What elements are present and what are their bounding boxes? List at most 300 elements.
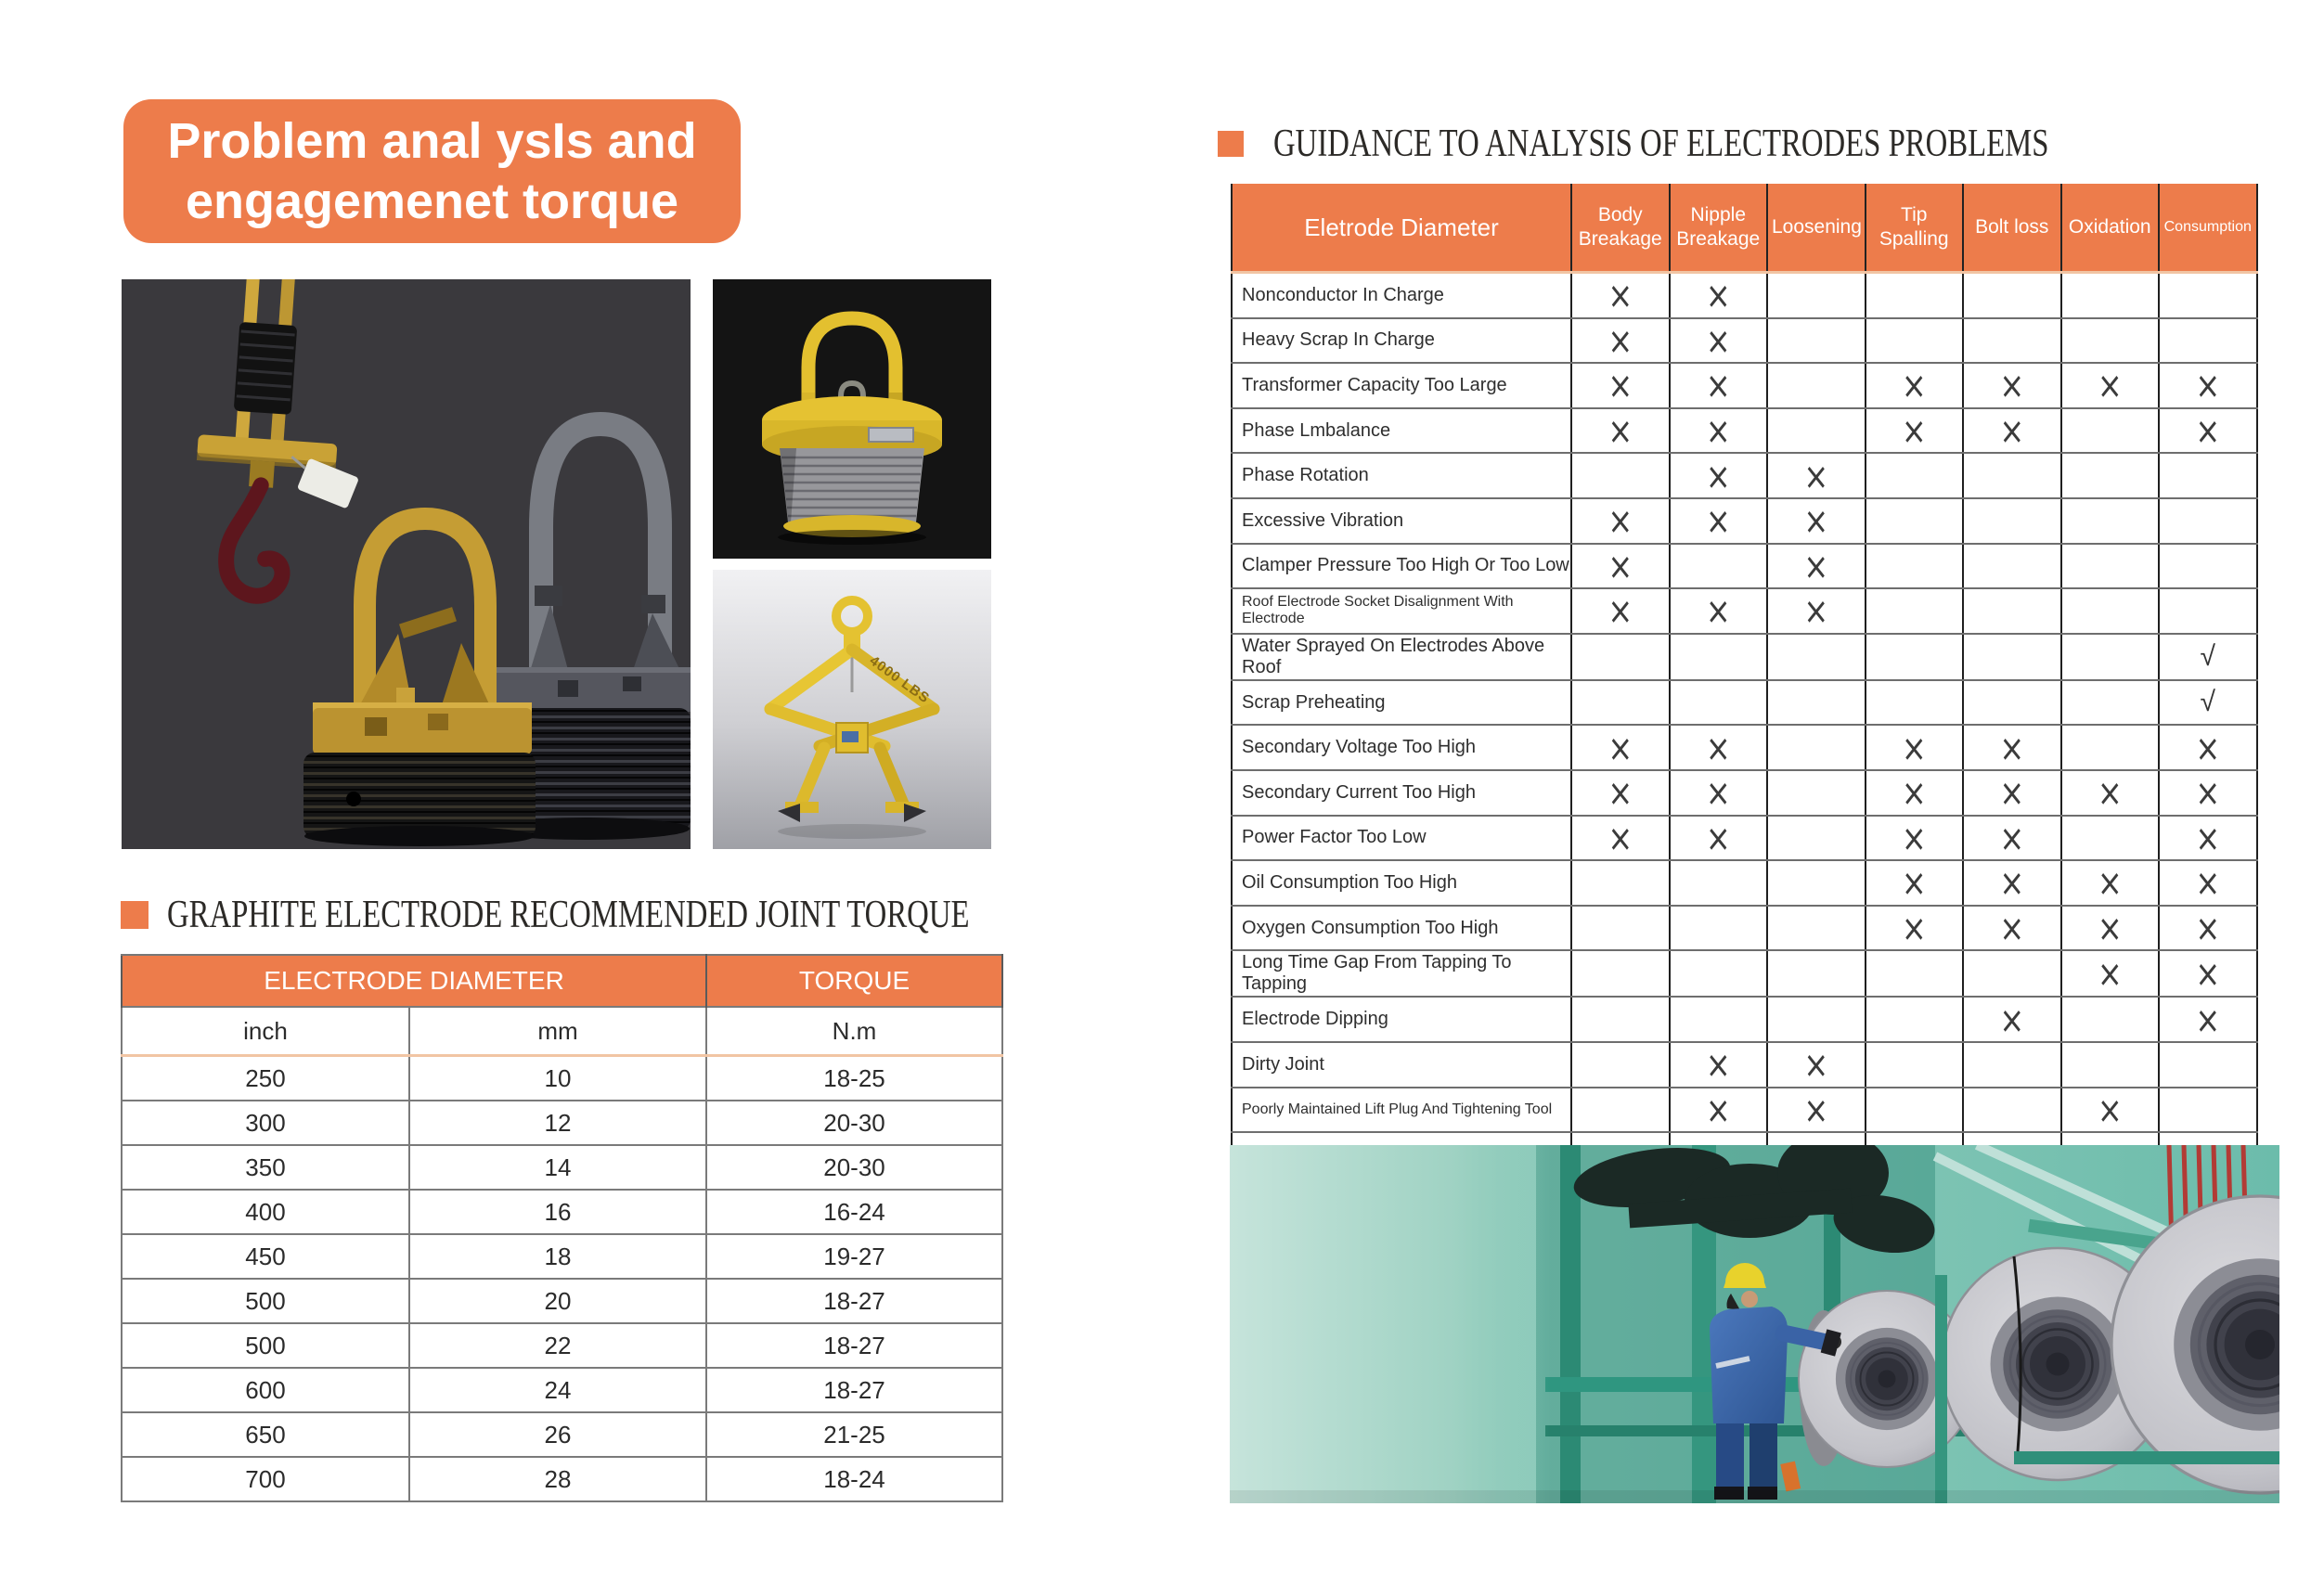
torque-cell: 28 bbox=[409, 1457, 706, 1501]
x-mark-icon: × bbox=[1607, 588, 1633, 634]
table-row bbox=[1232, 816, 2257, 861]
x-mark-icon: × bbox=[1607, 273, 1633, 318]
mark-cell bbox=[1767, 770, 1866, 816]
subheader-nm: N.m bbox=[706, 1007, 1002, 1056]
table-row bbox=[1232, 1088, 2257, 1133]
problem-label: Roof Electrode Socket Disalignment With Electrode bbox=[1232, 588, 1571, 634]
mark-cell bbox=[1767, 273, 1866, 318]
section-heading-guidance bbox=[1218, 122, 2267, 166]
x-mark-icon: × bbox=[2195, 725, 2221, 770]
table-row bbox=[122, 1234, 1002, 1279]
mark-cell bbox=[1571, 588, 1670, 634]
mark-cell bbox=[1571, 318, 1670, 364]
mark-cell bbox=[2061, 1088, 2160, 1133]
x-mark-icon: × bbox=[1901, 860, 1927, 906]
table-row bbox=[122, 1279, 1002, 1323]
mark-cell bbox=[2159, 273, 2257, 318]
grab-clamp-illustration bbox=[713, 570, 991, 849]
x-mark-icon: × bbox=[1705, 318, 1731, 363]
mark-cell bbox=[2159, 997, 2257, 1042]
torque-cell: 22 bbox=[409, 1323, 706, 1368]
torque-table bbox=[121, 954, 1003, 1502]
problem-label: Electrode Dipping bbox=[1232, 997, 1571, 1042]
x-mark-icon: × bbox=[1705, 770, 1731, 815]
mark-cell bbox=[2061, 770, 2160, 816]
mark-cell bbox=[1670, 680, 1768, 726]
mark-cell bbox=[2159, 408, 2257, 454]
mark-cell bbox=[1767, 363, 1866, 408]
table-row bbox=[1232, 588, 2257, 634]
x-mark-icon: × bbox=[1999, 906, 2025, 950]
mark-cell bbox=[2159, 544, 2257, 589]
mark-cell bbox=[1866, 997, 1964, 1042]
factory-photo bbox=[1230, 1145, 2279, 1503]
mark-cell bbox=[1866, 1088, 1964, 1133]
problem-label: Phase Lmbalance bbox=[1232, 408, 1571, 454]
mark-cell bbox=[1670, 453, 1768, 498]
torque-cell: 700 bbox=[122, 1457, 409, 1501]
x-mark-icon: × bbox=[2097, 1088, 2123, 1132]
mark-cell bbox=[1767, 906, 1866, 951]
torque-cell: 20-30 bbox=[706, 1145, 1002, 1190]
table-row bbox=[1232, 1042, 2257, 1088]
subheader-mm: mm bbox=[409, 1007, 706, 1056]
col-header-body-breakage: Body Breakage bbox=[1571, 184, 1670, 273]
table-row bbox=[1232, 453, 2257, 498]
mark-cell bbox=[1767, 318, 1866, 364]
mark-cell bbox=[2061, 634, 2160, 680]
mark-cell bbox=[1963, 273, 2061, 318]
x-mark-icon: × bbox=[2195, 906, 2221, 950]
mark-cell bbox=[1571, 770, 1670, 816]
mark-cell bbox=[1866, 544, 1964, 589]
torque-cell: 18-27 bbox=[706, 1279, 1002, 1323]
torque-cell: 12 bbox=[409, 1101, 706, 1145]
mark-cell bbox=[1571, 906, 1670, 951]
x-mark-icon: × bbox=[1803, 1042, 1829, 1087]
x-mark-icon: × bbox=[2097, 906, 2123, 950]
x-mark-icon: × bbox=[1607, 770, 1633, 815]
x-mark-icon: × bbox=[1705, 273, 1731, 318]
x-mark-icon: × bbox=[2097, 860, 2123, 906]
subheader-inch: inch bbox=[122, 1007, 409, 1056]
mark-cell bbox=[1866, 588, 1964, 634]
section-heading-torque bbox=[121, 893, 1195, 937]
mark-cell bbox=[2159, 725, 2257, 770]
table-row bbox=[1232, 770, 2257, 816]
x-mark-icon: × bbox=[1803, 498, 1829, 544]
torque-cell: 500 bbox=[122, 1323, 409, 1368]
table-row bbox=[122, 1412, 1002, 1457]
problem-label: Scrap Preheating bbox=[1232, 680, 1571, 726]
mark-cell bbox=[2061, 680, 2160, 726]
mark-cell bbox=[1866, 634, 1964, 680]
torque-cell: 300 bbox=[122, 1101, 409, 1145]
torque-cell: 20-30 bbox=[706, 1101, 1002, 1145]
col-header-nipple-breakage: Nipple Breakage bbox=[1670, 184, 1768, 273]
problem-label: Heavy Scrap In Charge bbox=[1232, 318, 1571, 364]
x-mark-icon: × bbox=[1999, 725, 2025, 770]
mark-cell bbox=[1963, 588, 2061, 634]
mark-cell bbox=[1963, 997, 2061, 1042]
table-row bbox=[1232, 498, 2257, 544]
mark-cell bbox=[1963, 498, 2061, 544]
mark-cell bbox=[1963, 318, 2061, 364]
mark-cell bbox=[2159, 770, 2257, 816]
torque-header-diameter: ELECTRODE DIAMETER bbox=[122, 955, 706, 1007]
mark-cell bbox=[1963, 950, 2061, 997]
x-mark-icon: × bbox=[1803, 1088, 1829, 1132]
torque-cell: 18 bbox=[409, 1234, 706, 1279]
mark-cell bbox=[1963, 816, 2061, 861]
x-mark-icon: × bbox=[2097, 770, 2123, 815]
torque-cell: 16-24 bbox=[706, 1190, 1002, 1234]
mark-cell bbox=[2159, 860, 2257, 906]
torque-cell: 19-27 bbox=[706, 1234, 1002, 1279]
x-mark-icon: × bbox=[1607, 408, 1633, 453]
mark-cell bbox=[2061, 1042, 2160, 1088]
torque-table-subheader-row bbox=[122, 1007, 1002, 1056]
mark-cell bbox=[1866, 906, 1964, 951]
mark-cell bbox=[1571, 997, 1670, 1042]
table-row bbox=[122, 1101, 1002, 1145]
problem-label: Water Sprayed On Electrodes Above Roof bbox=[1232, 634, 1571, 680]
x-mark-icon: × bbox=[1901, 725, 1927, 770]
x-mark-icon: × bbox=[1607, 318, 1633, 363]
torque-cell: 250 bbox=[122, 1056, 409, 1101]
mark-cell bbox=[1866, 453, 1964, 498]
mark-cell bbox=[1963, 363, 2061, 408]
product-photo-grab-clamp bbox=[713, 570, 991, 849]
torque-cell: 16 bbox=[409, 1190, 706, 1234]
mark-cell bbox=[1767, 816, 1866, 861]
table-row bbox=[1232, 860, 2257, 906]
torque-cell: 18-27 bbox=[706, 1368, 1002, 1412]
mark-cell bbox=[2159, 588, 2257, 634]
mark-cell bbox=[1670, 273, 1768, 318]
mark-cell bbox=[1866, 408, 1964, 454]
mark-cell bbox=[1670, 498, 1768, 544]
mark-cell bbox=[1670, 1088, 1768, 1133]
mark-cell bbox=[1571, 1042, 1670, 1088]
col-header-consumption: Consumption bbox=[2159, 184, 2257, 273]
x-mark-icon: × bbox=[1705, 1088, 1731, 1132]
problem-label: Nonconductor In Charge bbox=[1232, 273, 1571, 318]
mark-cell bbox=[1963, 860, 2061, 906]
table-row bbox=[122, 1190, 1002, 1234]
torque-cell: 26 bbox=[409, 1412, 706, 1457]
torque-header-torque: TORQUE bbox=[706, 955, 1002, 1007]
mark-cell bbox=[1866, 816, 1964, 861]
x-mark-icon: × bbox=[1705, 1042, 1731, 1087]
mark-cell bbox=[1963, 725, 2061, 770]
torque-cell: 18-25 bbox=[706, 1056, 1002, 1101]
mark-cell bbox=[1670, 363, 1768, 408]
torque-cell: 400 bbox=[122, 1190, 409, 1234]
problem-label: Long Time Gap From Tapping To Tapping bbox=[1232, 950, 1571, 997]
mark-cell bbox=[1767, 588, 1866, 634]
problem-label: Secondary Current Too High bbox=[1232, 770, 1571, 816]
mark-cell bbox=[2159, 363, 2257, 408]
mark-cell bbox=[2159, 634, 2257, 680]
mark-cell bbox=[1571, 408, 1670, 454]
mark-cell bbox=[2061, 588, 2160, 634]
check-mark-icon: √ bbox=[2200, 640, 2215, 672]
mark-cell bbox=[1866, 498, 1964, 544]
mark-cell bbox=[1767, 498, 1866, 544]
torque-cell: 18-24 bbox=[706, 1457, 1002, 1501]
mark-cell bbox=[2061, 408, 2160, 454]
x-mark-icon: × bbox=[1705, 408, 1731, 453]
table-row bbox=[1232, 408, 2257, 454]
mark-cell bbox=[1963, 1088, 2061, 1133]
mark-cell bbox=[1767, 544, 1866, 589]
mark-cell bbox=[1866, 950, 1964, 997]
col-header-oxidation: Oxidation bbox=[2061, 184, 2160, 273]
problem-label: Secondary Voltage Too High bbox=[1232, 725, 1571, 770]
mark-cell bbox=[1866, 1042, 1964, 1088]
mark-cell bbox=[2061, 498, 2160, 544]
torque-cell: 350 bbox=[122, 1145, 409, 1190]
x-mark-icon: × bbox=[1705, 725, 1731, 770]
mark-cell bbox=[1866, 860, 1964, 906]
electrode-lifter-illustration bbox=[713, 279, 991, 559]
mark-cell bbox=[1767, 725, 1866, 770]
mark-cell bbox=[2061, 273, 2160, 318]
table-row bbox=[122, 1056, 1002, 1101]
mark-cell bbox=[1571, 1088, 1670, 1133]
page-title bbox=[123, 99, 741, 243]
mark-cell bbox=[1571, 273, 1670, 318]
col-header-tip-spalling: Tip Spalling bbox=[1866, 184, 1964, 273]
problem-label: Oil Consumption Too High bbox=[1232, 860, 1571, 906]
x-mark-icon: × bbox=[1901, 363, 1927, 408]
x-mark-icon: × bbox=[1901, 408, 1927, 453]
orange-bullet-icon bbox=[1218, 131, 1244, 157]
product-photo-lifting-plugs bbox=[122, 279, 691, 849]
orange-bullet-icon bbox=[121, 901, 148, 929]
torque-cell: 500 bbox=[122, 1279, 409, 1323]
mark-cell bbox=[2061, 906, 2160, 951]
torque-cell: 24 bbox=[409, 1368, 706, 1412]
table-row bbox=[1232, 318, 2257, 364]
table-row bbox=[1232, 680, 2257, 726]
mark-cell bbox=[1767, 408, 1866, 454]
x-mark-icon: × bbox=[2195, 816, 2221, 860]
mark-cell bbox=[1866, 273, 1964, 318]
mark-cell bbox=[1963, 680, 2061, 726]
table-row bbox=[122, 1457, 1002, 1501]
x-mark-icon: × bbox=[2195, 770, 2221, 815]
section-heading-torque-label: GRAPHITE ELECTRODE RECOMMENDED JOINT TORQUE bbox=[167, 894, 970, 936]
torque-cell: 10 bbox=[409, 1056, 706, 1101]
x-mark-icon: × bbox=[2195, 860, 2221, 906]
mark-cell bbox=[1670, 997, 1768, 1042]
x-mark-icon: × bbox=[1999, 816, 2025, 860]
x-mark-icon: × bbox=[2195, 408, 2221, 453]
mark-cell bbox=[2159, 318, 2257, 364]
mark-cell bbox=[1963, 770, 2061, 816]
mark-cell bbox=[1571, 453, 1670, 498]
mark-cell bbox=[1963, 906, 2061, 951]
x-mark-icon: × bbox=[1803, 588, 1829, 634]
mark-cell bbox=[1767, 997, 1866, 1042]
table-row bbox=[1232, 725, 2257, 770]
x-mark-icon: × bbox=[1705, 588, 1731, 634]
x-mark-icon: × bbox=[2195, 997, 2221, 1042]
mark-cell bbox=[1670, 950, 1768, 997]
mark-cell bbox=[1571, 680, 1670, 726]
x-mark-icon: × bbox=[2195, 951, 2221, 997]
x-mark-icon: × bbox=[2195, 363, 2221, 408]
problem-label: Transformer Capacity Too Large bbox=[1232, 363, 1571, 408]
mark-cell bbox=[1670, 318, 1768, 364]
mark-cell bbox=[1571, 725, 1670, 770]
table-row bbox=[1232, 997, 2257, 1042]
mark-cell bbox=[1963, 453, 2061, 498]
mark-cell bbox=[2061, 816, 2160, 861]
mark-cell bbox=[2159, 1042, 2257, 1088]
mark-cell bbox=[1767, 680, 1866, 726]
col-header-bolt-loss: Bolt loss bbox=[1963, 184, 2061, 273]
mark-cell bbox=[2061, 860, 2160, 906]
mark-cell bbox=[1571, 544, 1670, 589]
x-mark-icon: × bbox=[1999, 363, 2025, 408]
mark-cell bbox=[2159, 680, 2257, 726]
mark-cell bbox=[1571, 860, 1670, 906]
mark-cell bbox=[2061, 725, 2160, 770]
mark-cell bbox=[1571, 950, 1670, 997]
mark-cell bbox=[2061, 363, 2160, 408]
mark-cell bbox=[2159, 498, 2257, 544]
mark-cell bbox=[1963, 408, 2061, 454]
torque-cell: 450 bbox=[122, 1234, 409, 1279]
x-mark-icon: × bbox=[1705, 363, 1731, 408]
mark-cell bbox=[1767, 1088, 1866, 1133]
mark-cell bbox=[1866, 680, 1964, 726]
table-row bbox=[122, 1368, 1002, 1412]
electrode-problems-table bbox=[1231, 184, 2258, 1178]
x-mark-icon: × bbox=[1705, 816, 1731, 860]
mark-cell bbox=[1963, 1042, 2061, 1088]
mark-cell bbox=[1670, 588, 1768, 634]
mark-cell bbox=[2159, 906, 2257, 951]
mark-cell bbox=[1866, 725, 1964, 770]
mark-cell bbox=[1670, 1042, 1768, 1088]
mark-cell bbox=[2061, 318, 2160, 364]
grab-clamp-capacity-label: 4000 LBS bbox=[866, 652, 933, 707]
mark-cell bbox=[2159, 816, 2257, 861]
mark-cell bbox=[1571, 634, 1670, 680]
page-title-line2: engagemenet torque bbox=[185, 173, 679, 229]
mark-cell bbox=[1670, 544, 1768, 589]
x-mark-icon: × bbox=[1803, 544, 1829, 588]
factory-photo-illustration bbox=[1230, 1145, 2279, 1503]
problem-label: Oxygen Consumption Too High bbox=[1232, 906, 1571, 951]
mark-cell bbox=[1571, 498, 1670, 544]
check-mark-icon: √ bbox=[2200, 687, 2215, 718]
mark-cell bbox=[1571, 816, 1670, 861]
problem-label: Clamper Pressure Too High Or Too Low bbox=[1232, 544, 1571, 589]
table-row bbox=[1232, 544, 2257, 589]
problems-table-header-row bbox=[1232, 184, 2257, 273]
x-mark-icon: × bbox=[2097, 363, 2123, 408]
product-photo-electrode-lifter bbox=[713, 279, 991, 559]
mark-cell bbox=[1670, 816, 1768, 861]
col-header-loosening: Loosening bbox=[1767, 184, 1866, 273]
mark-cell bbox=[1670, 906, 1768, 951]
torque-table-header-row bbox=[122, 955, 1002, 1007]
mark-cell bbox=[1767, 860, 1866, 906]
col-header-electrode-diameter: Eletrode Diameter bbox=[1232, 184, 1571, 273]
mark-cell bbox=[1767, 453, 1866, 498]
mark-cell bbox=[1670, 770, 1768, 816]
problem-label: Dirty Joint bbox=[1232, 1042, 1571, 1088]
mark-cell bbox=[1767, 950, 1866, 997]
torque-cell: 18-27 bbox=[706, 1323, 1002, 1368]
x-mark-icon: × bbox=[1607, 544, 1633, 588]
x-mark-icon: × bbox=[1901, 770, 1927, 815]
table-row bbox=[1232, 273, 2257, 318]
section-heading-guidance-label: GUIDANCE TO ANALYSIS OF ELECTRODES PROBLEMS bbox=[1273, 122, 2049, 165]
x-mark-icon: × bbox=[1607, 725, 1633, 770]
problem-label: Phase Rotation bbox=[1232, 453, 1571, 498]
torque-cell: 14 bbox=[409, 1145, 706, 1190]
x-mark-icon: × bbox=[1607, 363, 1633, 408]
lifting-plugs-illustration bbox=[122, 279, 691, 849]
x-mark-icon: × bbox=[1705, 498, 1731, 544]
problem-label: Excessive Vibration bbox=[1232, 498, 1571, 544]
mark-cell bbox=[2159, 1088, 2257, 1133]
x-mark-icon: × bbox=[2097, 951, 2123, 997]
mark-cell bbox=[2159, 453, 2257, 498]
table-row bbox=[122, 1323, 1002, 1368]
page-title-line1: Problem anal ysIs and bbox=[167, 112, 697, 169]
table-row bbox=[1232, 906, 2257, 951]
mark-cell bbox=[2061, 950, 2160, 997]
mark-cell bbox=[1571, 363, 1670, 408]
mark-cell bbox=[1866, 318, 1964, 364]
mark-cell bbox=[2061, 544, 2160, 589]
table-row bbox=[1232, 950, 2257, 997]
mark-cell bbox=[1670, 634, 1768, 680]
torque-cell: 20 bbox=[409, 1279, 706, 1323]
table-row bbox=[1232, 363, 2257, 408]
x-mark-icon: × bbox=[1999, 770, 2025, 815]
mark-cell bbox=[1670, 408, 1768, 454]
mark-cell bbox=[1767, 1042, 1866, 1088]
torque-cell: 650 bbox=[122, 1412, 409, 1457]
mark-cell bbox=[2159, 950, 2257, 997]
x-mark-icon: × bbox=[1901, 816, 1927, 860]
mark-cell bbox=[1670, 860, 1768, 906]
mark-cell bbox=[1670, 725, 1768, 770]
mark-cell bbox=[1963, 544, 2061, 589]
torque-cell: 21-25 bbox=[706, 1412, 1002, 1457]
mark-cell bbox=[1963, 634, 2061, 680]
x-mark-icon: × bbox=[1607, 816, 1633, 860]
x-mark-icon: × bbox=[1999, 997, 2025, 1042]
x-mark-icon: × bbox=[1999, 860, 2025, 906]
mark-cell bbox=[2061, 453, 2160, 498]
problem-label: Poorly Maintained Lift Plug And Tightening Tool bbox=[1232, 1088, 1571, 1133]
x-mark-icon: × bbox=[1901, 906, 1927, 950]
mark-cell bbox=[1866, 363, 1964, 408]
x-mark-icon: × bbox=[1705, 453, 1731, 498]
mark-cell bbox=[2061, 997, 2160, 1042]
mark-cell bbox=[1767, 634, 1866, 680]
x-mark-icon: × bbox=[1803, 453, 1829, 498]
